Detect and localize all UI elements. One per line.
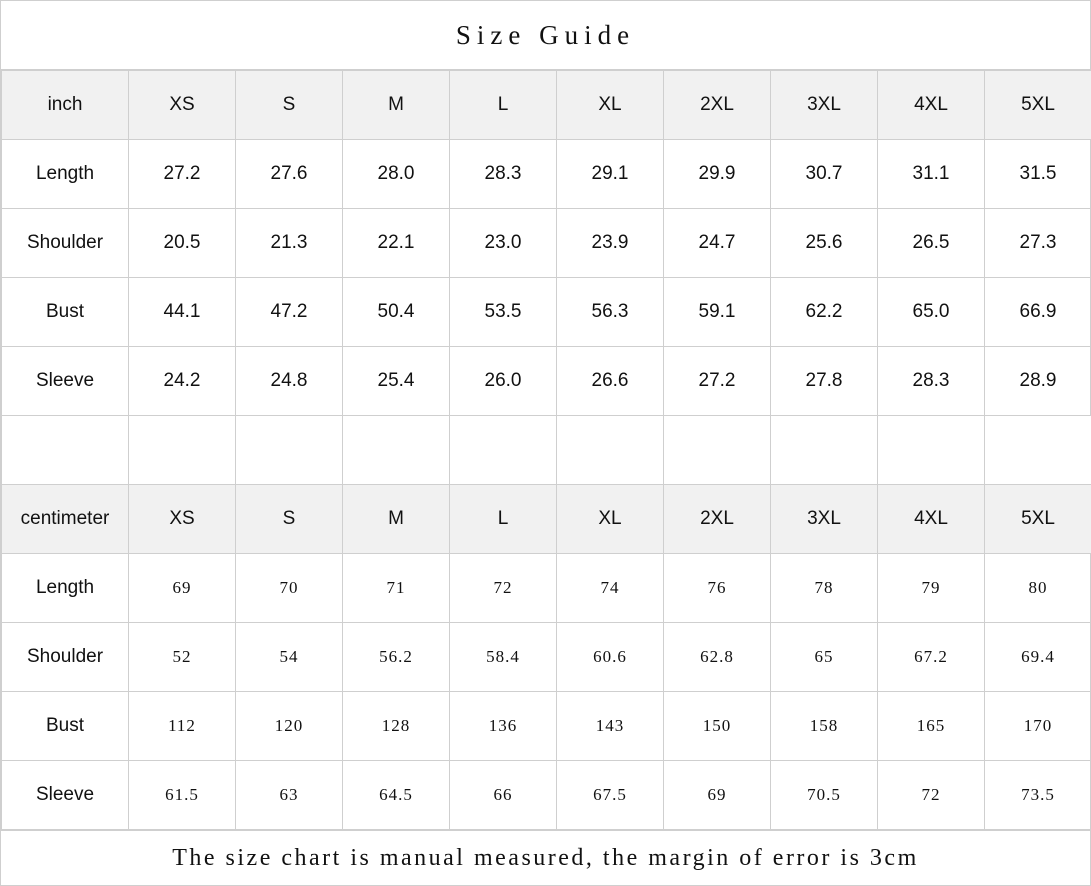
inch-size-header-xs: XS <box>129 71 236 140</box>
cm-size-header-s: S <box>236 485 343 554</box>
inch-size-header-2xl: 2XL <box>664 71 771 140</box>
inch-sleeve-4xl: 28.3 <box>878 347 985 416</box>
inch-size-header-3xl: 3XL <box>771 71 878 140</box>
cm-shoulder-2xl: 62.8 <box>664 623 771 692</box>
inch-shoulder-5xl: 27.3 <box>985 209 1091 278</box>
table-row <box>2 209 1091 278</box>
cm-shoulder-5xl: 69.4 <box>985 623 1091 692</box>
cm-bust-3xl: 158 <box>771 692 878 761</box>
inch-bust-l: 53.5 <box>450 278 557 347</box>
cm-sleeve-m: 64.5 <box>343 761 450 830</box>
cm-size-header-5xl: 5XL <box>985 485 1091 554</box>
cm-size-header-4xl: 4XL <box>878 485 985 554</box>
inch-sleeve-s: 24.8 <box>236 347 343 416</box>
inch-length-m: 28.0 <box>343 140 450 209</box>
inch-shoulder-l: 23.0 <box>450 209 557 278</box>
inch-length-l: 28.3 <box>450 140 557 209</box>
inch-row-label-sleeve: Sleeve <box>2 347 129 416</box>
cm-sleeve-3xl: 70.5 <box>771 761 878 830</box>
cm-sleeve-5xl: 73.5 <box>985 761 1091 830</box>
inch-length-4xl: 31.1 <box>878 140 985 209</box>
cm-length-5xl: 80 <box>985 554 1091 623</box>
inch-sleeve-3xl: 27.8 <box>771 347 878 416</box>
cm-shoulder-s: 54 <box>236 623 343 692</box>
centimeter-unit-label: centimeter <box>2 485 129 554</box>
cm-row-label-length: Length <box>2 554 129 623</box>
cm-bust-5xl: 170 <box>985 692 1091 761</box>
inch-length-3xl: 30.7 <box>771 140 878 209</box>
table-row <box>2 278 1091 347</box>
cm-bust-xs: 112 <box>129 692 236 761</box>
cm-shoulder-3xl: 65 <box>771 623 878 692</box>
inch-sleeve-xl: 26.6 <box>557 347 664 416</box>
inch-bust-2xl: 59.1 <box>664 278 771 347</box>
inch-row-label-bust: Bust <box>2 278 129 347</box>
inch-length-s: 27.6 <box>236 140 343 209</box>
title-bar <box>1 1 1090 70</box>
spacer-cell <box>343 416 450 485</box>
inch-size-header-s: S <box>236 71 343 140</box>
inch-size-header-m: M <box>343 71 450 140</box>
inch-row-label-length: Length <box>2 140 129 209</box>
inch-size-header-4xl: 4XL <box>878 71 985 140</box>
table-row <box>2 554 1091 623</box>
cm-row-label-shoulder: Shoulder <box>2 623 129 692</box>
cm-length-xl: 74 <box>557 554 664 623</box>
table-row <box>2 140 1091 209</box>
cm-row-label-bust: Bust <box>2 692 129 761</box>
cm-size-header-2xl: 2XL <box>664 485 771 554</box>
inch-bust-4xl: 65.0 <box>878 278 985 347</box>
cm-sleeve-xl: 67.5 <box>557 761 664 830</box>
table-row <box>2 623 1091 692</box>
spacer-cell <box>557 416 664 485</box>
inch-sleeve-2xl: 27.2 <box>664 347 771 416</box>
cm-shoulder-xs: 52 <box>129 623 236 692</box>
inch-row-label-shoulder: Shoulder <box>2 209 129 278</box>
footer-note-bar <box>1 830 1090 885</box>
cm-size-header-xl: XL <box>557 485 664 554</box>
inch-bust-m: 50.4 <box>343 278 450 347</box>
cm-size-header-m: M <box>343 485 450 554</box>
inch-bust-5xl: 66.9 <box>985 278 1091 347</box>
inch-sleeve-5xl: 28.9 <box>985 347 1091 416</box>
inch-size-header-l: L <box>450 71 557 140</box>
cm-bust-4xl: 165 <box>878 692 985 761</box>
inch-size-header-xl: XL <box>557 71 664 140</box>
cm-bust-l: 136 <box>450 692 557 761</box>
cm-length-l: 72 <box>450 554 557 623</box>
inch-header-row <box>2 71 1091 140</box>
inch-length-xs: 27.2 <box>129 140 236 209</box>
cm-length-xs: 69 <box>129 554 236 623</box>
cm-bust-xl: 143 <box>557 692 664 761</box>
cm-sleeve-l: 66 <box>450 761 557 830</box>
inch-shoulder-xl: 23.9 <box>557 209 664 278</box>
cm-size-header-xs: XS <box>129 485 236 554</box>
cm-sleeve-4xl: 72 <box>878 761 985 830</box>
spacer-cell <box>2 416 129 485</box>
page-title: Size Guide <box>455 19 636 50</box>
inch-length-2xl: 29.9 <box>664 140 771 209</box>
inch-shoulder-2xl: 24.7 <box>664 209 771 278</box>
table-row <box>2 761 1091 830</box>
inch-shoulder-4xl: 26.5 <box>878 209 985 278</box>
table-row <box>2 692 1091 761</box>
cm-row-label-sleeve: Sleeve <box>2 761 129 830</box>
cm-length-2xl: 76 <box>664 554 771 623</box>
centimeter-header-row <box>2 485 1091 554</box>
inch-sleeve-l: 26.0 <box>450 347 557 416</box>
spacer-cell <box>450 416 557 485</box>
inch-shoulder-m: 22.1 <box>343 209 450 278</box>
table-row <box>2 347 1091 416</box>
inch-sleeve-m: 25.4 <box>343 347 450 416</box>
cm-sleeve-xs: 61.5 <box>129 761 236 830</box>
spacer-cell <box>771 416 878 485</box>
inch-length-5xl: 31.5 <box>985 140 1091 209</box>
cm-shoulder-4xl: 67.2 <box>878 623 985 692</box>
cm-shoulder-xl: 60.6 <box>557 623 664 692</box>
table-spacer-row <box>2 416 1091 485</box>
inch-size-header-5xl: 5XL <box>985 71 1091 140</box>
inch-shoulder-3xl: 25.6 <box>771 209 878 278</box>
inch-shoulder-s: 21.3 <box>236 209 343 278</box>
inch-sleeve-xs: 24.2 <box>129 347 236 416</box>
cm-bust-s: 120 <box>236 692 343 761</box>
inch-shoulder-xs: 20.5 <box>129 209 236 278</box>
cm-length-3xl: 78 <box>771 554 878 623</box>
inch-length-xl: 29.1 <box>557 140 664 209</box>
cm-length-4xl: 79 <box>878 554 985 623</box>
spacer-cell <box>664 416 771 485</box>
cm-bust-2xl: 150 <box>664 692 771 761</box>
cm-shoulder-l: 58.4 <box>450 623 557 692</box>
spacer-cell <box>878 416 985 485</box>
cm-sleeve-2xl: 69 <box>664 761 771 830</box>
inch-bust-3xl: 62.2 <box>771 278 878 347</box>
cm-length-m: 71 <box>343 554 450 623</box>
inch-bust-xs: 44.1 <box>129 278 236 347</box>
spacer-cell <box>236 416 343 485</box>
inch-unit-label: inch <box>2 71 129 140</box>
cm-size-header-3xl: 3XL <box>771 485 878 554</box>
cm-length-s: 70 <box>236 554 343 623</box>
inch-bust-xl: 56.3 <box>557 278 664 347</box>
cm-size-header-l: L <box>450 485 557 554</box>
cm-shoulder-m: 56.2 <box>343 623 450 692</box>
size-chart-table <box>1 70 1091 830</box>
cm-bust-m: 128 <box>343 692 450 761</box>
spacer-cell <box>985 416 1091 485</box>
inch-bust-s: 47.2 <box>236 278 343 347</box>
spacer-cell <box>129 416 236 485</box>
measurement-disclaimer: The size chart is manual measured, the margin of error is 3cm <box>172 844 919 871</box>
cm-sleeve-s: 63 <box>236 761 343 830</box>
